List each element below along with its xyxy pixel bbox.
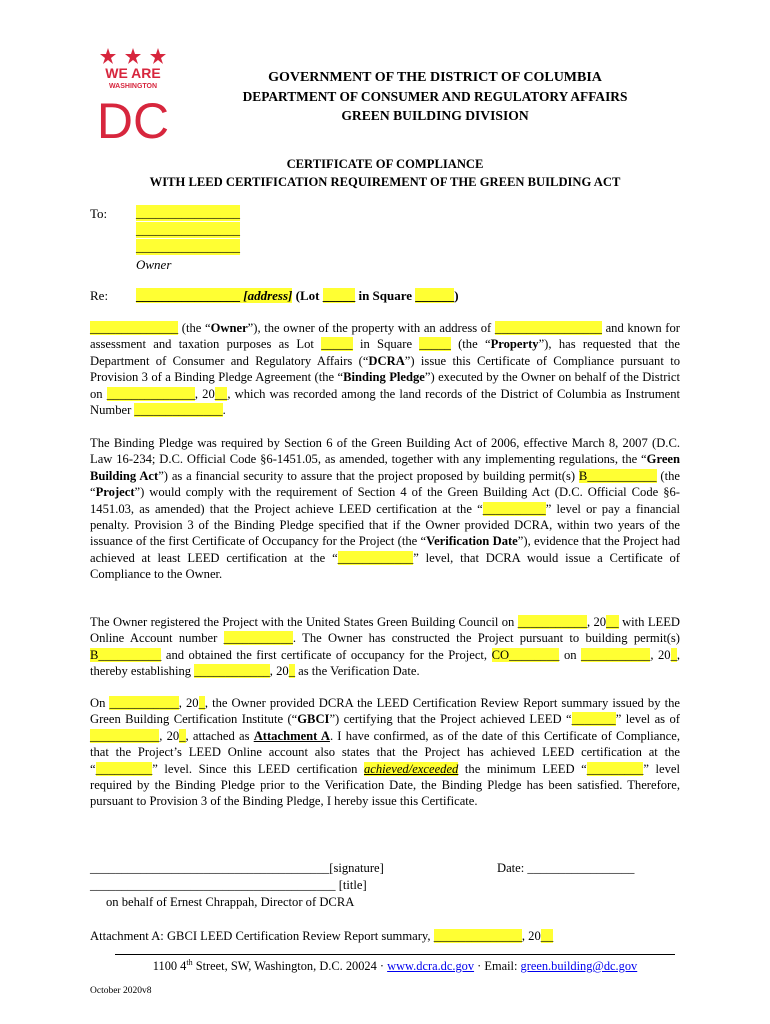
p2-text: (the “ <box>90 468 680 500</box>
p1-text: (the “ <box>450 337 491 352</box>
building-permit-field[interactable]: B___________ <box>578 468 657 483</box>
p4-text: . I have confirmed, as of the date of this Certificate of Compliance, that the Project’s LEED Online account also states that the Project has achieved LEED certification at the “ <box>90 728 680 776</box>
star-icon <box>100 48 116 64</box>
leed-level-field[interactable]: __________ <box>482 501 546 516</box>
p4-text: ” level as of <box>615 712 680 727</box>
logo-line1: WE ARE <box>105 65 161 81</box>
version-label: October 2020v8 <box>90 986 152 996</box>
co-date-field[interactable]: ___________ <box>581 647 651 662</box>
certificate-title-line2: WITH LEED CERTIFICATION REQUIREMENT OF THE GREEN BUILDING ACT <box>149 175 621 189</box>
footer <box>115 954 675 974</box>
online-level-field[interactable]: _________ <box>95 761 153 776</box>
p1-text: , 20 <box>194 386 215 401</box>
owner-caption: Owner <box>136 257 172 272</box>
p4-text: On <box>90 696 110 710</box>
attachment-year-field[interactable]: __ <box>540 929 554 943</box>
report-year-field[interactable]: _ <box>198 696 205 710</box>
project-term: Project <box>95 485 135 500</box>
paragraph-certification <box>90 695 680 810</box>
re-label: Re: <box>90 288 109 303</box>
paragraph-binding-pledge <box>90 435 680 583</box>
re-square-field[interactable]: ______ <box>415 288 455 303</box>
p4-text: ” level. Since this LEED certification <box>152 761 364 776</box>
re-lot-field[interactable]: _____ <box>322 288 356 303</box>
p1-text: . <box>222 403 226 418</box>
property-address-field[interactable]: _________________ <box>494 321 602 335</box>
re-square-text: in Square <box>355 288 416 303</box>
p4-text: ” level required by the Binding Pledge prior to the Verification Date, the Binding Pledge has been satisfied. Therefore, pursuant to Provision 3 of the Binding Pledge, I hereby issue this Certificate. <box>90 761 680 809</box>
building-permit-field-2[interactable]: B__________ <box>90 647 162 662</box>
gbci-term: GBCI <box>297 712 330 727</box>
minimum-level-field[interactable]: _________ <box>586 761 644 776</box>
star-icon <box>150 48 166 64</box>
signature-line[interactable]: ______________________________________[signature] <box>90 861 384 875</box>
p1-text: ”), has requested that the Department of Consumer and Regulatory Affairs (“ <box>90 337 680 368</box>
attachment-line <box>90 928 553 945</box>
email-link[interactable]: green.building@dc.gov <box>520 959 638 974</box>
attachment-date-field[interactable]: ______________ <box>433 929 522 943</box>
p3-text: on <box>559 647 582 662</box>
p2-text: ”) as a financial security to assure that the project proposed by building permit(s) <box>158 468 579 483</box>
p3-text: , 20 <box>587 615 607 629</box>
p3-text: The Owner registered the Project with the United States Green Building Council on <box>90 615 518 629</box>
p3-text: , 20 <box>650 647 671 662</box>
registration-date-field[interactable]: ___________ <box>517 615 587 629</box>
footer-email-label: · Email: <box>474 959 521 974</box>
re-close: ) <box>454 288 459 303</box>
verification-year-field[interactable]: _ <box>288 664 295 679</box>
as-of-date-field[interactable]: ___________ <box>90 728 160 743</box>
title-line[interactable]: _______________________________________ [title] <box>90 878 367 892</box>
logo-line3: DC <box>96 93 170 142</box>
logo-line2: WASHINGTON <box>108 83 158 90</box>
p1-text: and known for assessment and taxation purposes as Lot <box>90 321 680 352</box>
website-link[interactable]: www.dcra.dc.gov <box>387 959 475 974</box>
green-building-act-term: Green Building Act <box>90 452 680 483</box>
re-address-hint: [address] <box>243 288 293 303</box>
verification-date-field[interactable]: ____________ <box>194 664 270 679</box>
p2-text: The Binding Pledge was required by Section 6 of the Green Building Act of 2006, effective March 8, 2007 (D.C. Law 16-234; D.C. Official Code §6-1451.05, as amended, together with any implementing regulations, the “ <box>90 436 680 467</box>
achieved-exceeded-choice[interactable]: achieved/exceeded <box>363 761 459 776</box>
attachment-a-term: Attachment A <box>253 728 330 743</box>
p4-text: , 20 <box>178 696 199 710</box>
co-year-field[interactable]: _ <box>670 647 677 662</box>
signature-date[interactable]: Date: _________________ <box>497 861 635 875</box>
owner-city-field[interactable]: ________________ <box>136 239 240 254</box>
p1-text: ”) executed by the Owner on behalf of the District on <box>90 370 680 401</box>
p2-text: ” level or pay a financial penalty. Provision 3 of the Binding Pledge specified that if the Owner provided DCRA, within two years of the issuance of the first Certificate of Occupancy for the Project (the “ <box>90 501 680 549</box>
p4-text: , the Owner provided DCRA the LEED Certification Review Report summary issued by the Green Building Certification Institute (“ <box>90 696 680 727</box>
dcra-term: DCRA <box>368 353 405 368</box>
paragraph-request <box>90 320 680 418</box>
registration-year-field[interactable]: __ <box>606 615 619 629</box>
header-department: DEPARTMENT OF CONSUMER AND REGULATORY AFFAIRS <box>242 89 628 104</box>
footer-address: Street, SW, Washington, D.C. 20024 · <box>192 959 388 974</box>
binding-pledge-term: Binding Pledge <box>343 370 425 385</box>
p4-text: , attached as <box>185 728 254 743</box>
re-lot-text: (Lot <box>292 288 323 303</box>
p4-text: ”) certifying that the Project achieved LEED “ <box>329 712 572 727</box>
paragraph-registration <box>90 614 680 680</box>
pledge-date-field[interactable]: ______________ <box>106 386 195 401</box>
lot-field[interactable]: _____ <box>321 337 353 352</box>
footer-address: 1100 4 <box>152 959 187 974</box>
instrument-number-field[interactable]: ______________ <box>134 403 223 418</box>
pledge-year-field[interactable]: __ <box>214 386 228 401</box>
p2-text: ”), evidence that the Project had achieved at least LEED certification at the “ <box>90 534 680 565</box>
header-division: GREEN BUILDING DIVISION <box>341 108 529 123</box>
re-blank: ________________ <box>136 288 240 303</box>
p3-text: as the Verification Date. <box>294 664 420 679</box>
star-icon <box>125 48 141 64</box>
p1-text: , which was recorded among the land records of the District of Columbia as Instrument Number <box>90 386 680 418</box>
p4-text: , 20 <box>159 728 180 743</box>
p3-text: . The Owner has constructed the Project pursuant to building permit(s) <box>292 631 680 646</box>
on-behalf-text: on behalf of Ernest Chrappah, Director of DCRA <box>106 895 355 909</box>
attachment-text: Attachment A: GBCI LEED Certification Review Report summary, <box>90 929 434 943</box>
p1-text: (the “ <box>178 321 211 335</box>
owner-field[interactable]: ______________ <box>90 321 179 335</box>
re-address-field[interactable] <box>136 288 292 303</box>
p3-text: , thereby establishing <box>90 647 681 679</box>
p1-text: ”), the owner of the property with an address of <box>247 321 495 335</box>
p1-text: in Square <box>352 337 420 352</box>
p3-text: , 20 <box>269 664 289 679</box>
co-number-field[interactable]: CO________ <box>491 647 560 662</box>
to-label: To: <box>90 206 108 221</box>
p4-text: the minimum LEED “ <box>458 761 587 776</box>
square-field[interactable]: _____ <box>419 337 451 352</box>
attachment-text: , 20 <box>521 929 541 943</box>
owner-term: Owner <box>210 321 248 335</box>
leed-account-field[interactable]: ___________ <box>223 631 293 646</box>
p3-text: with LEED Online Account number <box>90 615 680 646</box>
report-date-field[interactable]: ___________ <box>109 696 179 710</box>
p3-text: and obtained the first certificate of occupancy for the Project, <box>161 647 492 662</box>
verification-date-term: Verification Date <box>426 534 518 549</box>
header-government: GOVERNMENT OF THE DISTRICT OF COLUMBIA <box>268 70 602 85</box>
re-line <box>136 288 459 304</box>
owner-name-field[interactable]: ________________ <box>136 205 240 220</box>
p1-text: ”) issue this Certificate of Compliance pursuant to Provision 3 of a Binding Pledge Agreement (the “ <box>90 353 680 385</box>
as-of-year-field[interactable]: _ <box>179 728 186 743</box>
achieved-level-field[interactable]: _______ <box>571 712 616 727</box>
footer-sup: th <box>186 958 193 967</box>
owner-address-field[interactable]: ________________ <box>136 222 240 237</box>
leed-level-field-2[interactable]: ____________ <box>337 550 414 565</box>
p2-text: ” level, that DCRA would issue a Certificate of Compliance to the Owner. <box>90 550 680 582</box>
certificate-title-line1: CERTIFICATE OF COMPLIANCE <box>286 157 484 171</box>
property-term: Property <box>490 337 539 352</box>
p2-text: ”) would comply with the requirement of Section 4 of the Green Building Act (D.C. Official Code §6-1451.03, as amended) that the Project achieve LEED certification at the “ <box>90 485 680 516</box>
